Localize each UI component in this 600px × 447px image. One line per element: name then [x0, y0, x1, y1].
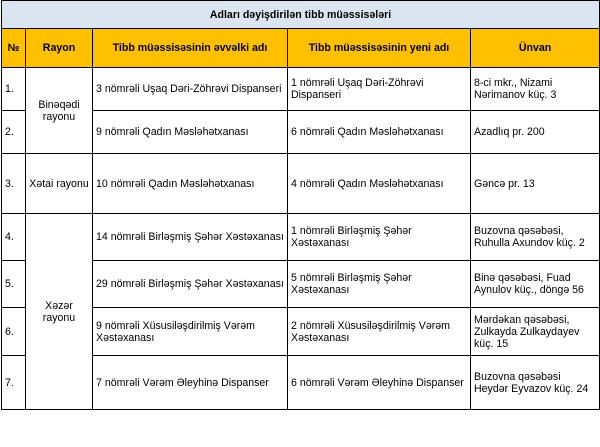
header-address: Ünvan [471, 29, 600, 68]
address-cell: 8-ci mkr., Nizami Nərimanov küç. 3 [471, 68, 600, 111]
row-number: 3. [2, 154, 26, 214]
old-name-cell: 9 nömrəli Xüsusiləşdirilmiş Vərəm Xəstəxanası [93, 308, 288, 356]
header-num: № [2, 29, 26, 68]
header-rayon: Rayon [26, 29, 93, 68]
district-khazar: Xəzər rayonu [26, 214, 93, 410]
row-number: 4. [2, 214, 26, 261]
address-cell: Gəncə pr. 13 [471, 154, 600, 214]
new-name-cell: 5 nömrəli Birləşmiş Şəhər Xəstəxanası [288, 261, 471, 308]
renamed-facilities-table [1, 0, 600, 410]
new-name-cell: 6 nömrəli Vərəm Əleyhinə Dispanser [288, 356, 471, 410]
address-cell: Mərdəkan qəsəbəsi, Zulkayda Zulkaydayev küç. 15 [471, 308, 600, 356]
old-name-cell: 29 nömrəli Birləşmiş Şəhər Xəstəxanası [93, 261, 288, 308]
table-title: Adları dəyişdirilən tibb müəssisələri [2, 1, 600, 29]
row-number: 6. [2, 308, 26, 356]
table-row [2, 68, 600, 111]
new-name-cell: 1 nömrəli Uşaq Dəri-Zöhrəvi Dispanseri [288, 68, 471, 111]
row-number: 1. [2, 68, 26, 111]
table-title-row [2, 1, 600, 29]
row-number: 5. [2, 261, 26, 308]
address-cell: Buzovna qəsəbəsi, Ruhulla Axundov küç. 2 [471, 214, 600, 261]
old-name-cell: 10 nömrəli Qadın Məsləhətxanası [93, 154, 288, 214]
header-old-name: Tibb müəssisəsinin əvvəlki adı [93, 29, 288, 68]
district-khatai: Xətai rayonu [26, 154, 93, 214]
table-row [2, 154, 600, 214]
row-number: 2. [2, 111, 26, 154]
old-name-cell: 7 nömrəli Vərəm Əleyhinə Dispanser [93, 356, 288, 410]
address-cell: Buzovna qəsəbəsi Heydər Eyvazov küç. 24 [471, 356, 600, 410]
header-new-name: Tibb müəssisəsinin yeni adı [288, 29, 471, 68]
header-row [2, 29, 600, 68]
old-name-cell: 3 nömrəli Uşaq Dəri-Zöhrəvi Dispanseri [93, 68, 288, 111]
new-name-cell: 4 nömrəli Qadın Məsləhətxanası [288, 154, 471, 214]
table-row [2, 214, 600, 261]
address-cell: Azadlıq pr. 200 [471, 111, 600, 154]
new-name-cell: 6 nömrəli Qadın Məsləhətxanası [288, 111, 471, 154]
new-name-cell: 2 nömrəli Xüsusiləşdirilmiş Vərəm Xəstəxanası [288, 308, 471, 356]
row-number: 7. [2, 356, 26, 410]
old-name-cell: 9 nömrəli Qadın Məsləhətxanası [93, 111, 288, 154]
old-name-cell: 14 nömrəli Birləşmiş Şəhər Xəstəxanası [93, 214, 288, 261]
address-cell: Binə qəsəbəsi, Fuad Aynulov küç., döngə 56 [471, 261, 600, 308]
new-name-cell: 1 nömrəli Birləşmiş Şəhər Xəstəxanası [288, 214, 471, 261]
district-binagadi: Binəqədi rayonu [26, 68, 93, 154]
